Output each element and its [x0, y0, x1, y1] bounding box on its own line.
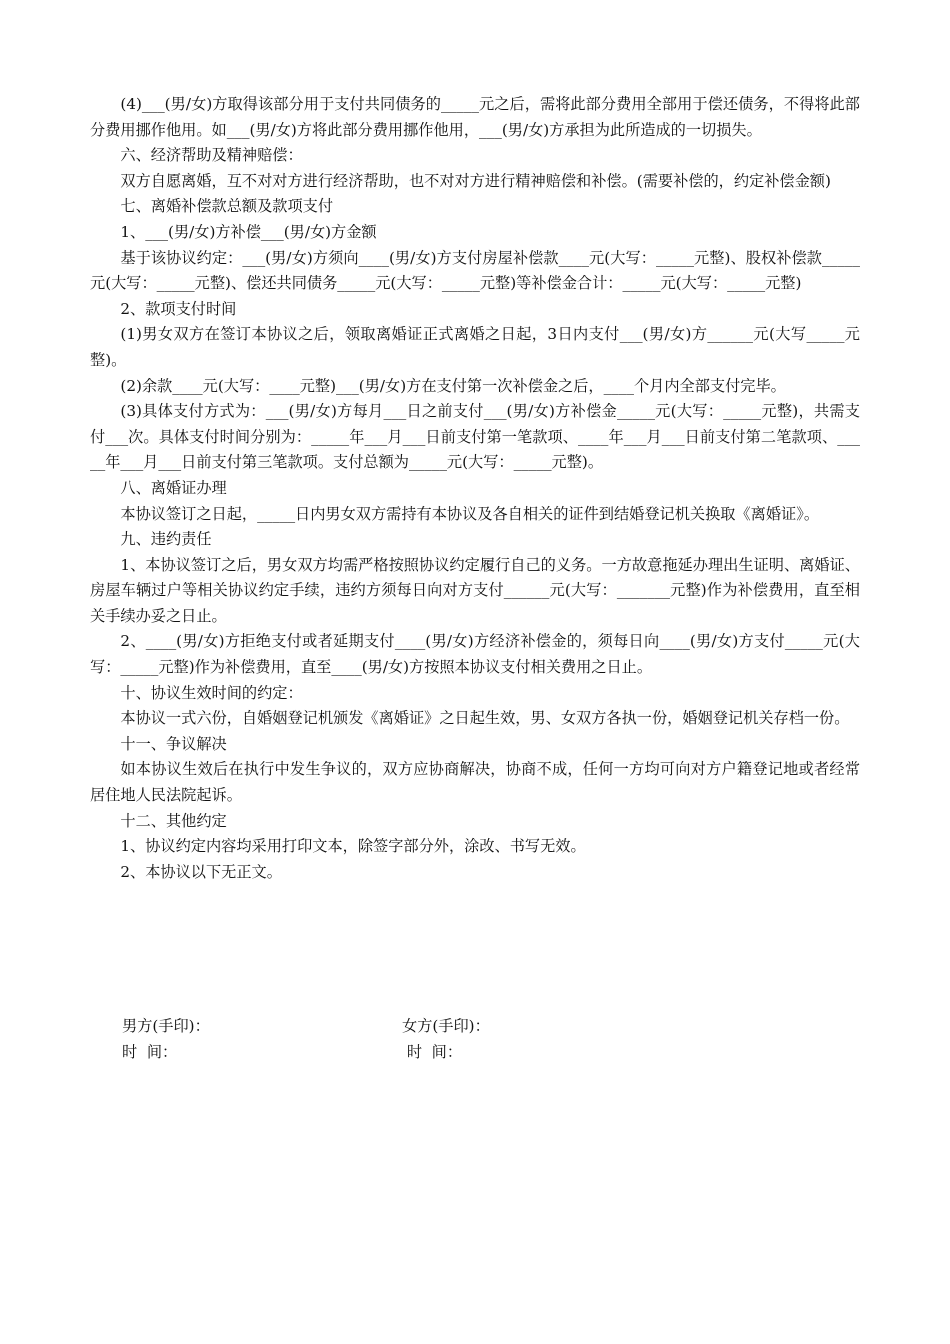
- section-6-heading: 六、经济帮助及精神赔偿：: [120, 146, 303, 165]
- female-time-label: 时 间：: [402, 1042, 463, 1061]
- section-7-compensation-text: 基于该协议约定：___(男/女)方须向____(男/女)方支付房屋补偿款____元(大写：_____元整)、股权补偿款_____元(大写：_____元整)、偿还共同债务_____元(大写：_____元整)等补偿金合计：_____元(大写：_____元整): [90, 248, 860, 293]
- female-signature-label: 女方(手印)：: [402, 1017, 490, 1035]
- male-signature-label: 男方(手印)：: [122, 1017, 210, 1035]
- clause-4-debt-payment: (4)___(男/女)方取得该部分用于支付共同债务的_____元之后，需将此部分费用全部用于偿还债务，不得将此部分费用挪作他用。如___(男/女)方将此部分费用挪作他用，___(男/女)方承担为此所造成的一切损失。: [90, 95, 860, 139]
- section-9-item-1: 1、本协议签订之后，男女双方均需严格按照协议约定履行自己的义务。一方故意拖延办理出生证明、离婚证、房屋车辆过户等相关协议约定手续，违约方须每日向对方支付______元(大写：_______元整)作为补偿费用，直至相关手续办妥之日止。: [90, 555, 860, 625]
- section-7-item-1: 1、___(男/女)方补偿___(男/女)方金额: [120, 222, 377, 241]
- section-10-heading: 十、协议生效时间的约定：: [120, 683, 303, 702]
- section-10-text: 本协议一式六份，自婚姻登记机颁发《离婚证》之日起生效，男、女双方各执一份，婚姻登记机关存档一份。: [120, 709, 850, 728]
- agreement-body: [90, 92, 860, 885]
- section-6-text: 双方自愿离婚，互不对对方进行经济帮助，也不对对方进行精神赔偿和补偿。(需要补偿的，约定补偿金额): [120, 171, 831, 190]
- section-9-heading: 九、违约责任: [120, 530, 212, 549]
- section-7-heading: 七、离婚补偿款总额及款项支付: [120, 197, 334, 216]
- section-12-heading: 十二、其他约定: [120, 811, 227, 830]
- signature-time-row: [90, 1040, 860, 1066]
- payment-term-1: (1)男女双方在签订本协议之后，领取离婚证正式离婚之日起，3日内支付___(男/女)方______元(大写_____元整)。: [90, 325, 860, 369]
- signature-block: [90, 1014, 860, 1065]
- section-7-item-2: 2、款项支付时间: [120, 299, 237, 318]
- section-8-heading: 八、离婚证办理: [120, 478, 227, 497]
- section-8-text: 本协议签订之日起，_____日内男女双方需持有本协议及各自相关的证件到结婚登记机关换取《离婚证》。: [120, 504, 820, 523]
- payment-term-2: (2)余款____元(大写：____元整)___(男/女)方在支付第一次补偿金之后，____个月内全部支付完毕。: [120, 376, 786, 395]
- section-12-item-2: 2、本协议以下无正文。: [120, 862, 282, 881]
- section-9-item-2: 2、____(男/女)方拒绝支付或者延期支付____(男/女)方经济补偿金的，须每日向____(男/女)方支付_____元(大写：_____元整)作为补偿费用，直至____(男/女)方按照本协议支付相关费用之日止。: [90, 632, 860, 677]
- section-11-heading: 十一、争议解决: [120, 734, 227, 753]
- section-11-text: 如本协议生效后在执行中发生争议的，双方应协商解决，协商不成，任何一方均可向对方户籍登记地或者经常居住地人民法院起诉。: [90, 760, 860, 805]
- male-time-label: 时 间：: [122, 1042, 178, 1061]
- section-12-item-1: 1、协议约定内容均采用打印文本，除签字部分外，涂改、书写无效。: [120, 837, 586, 856]
- signature-row: [90, 1014, 860, 1040]
- payment-term-3: (3)具体支付方式为：___(男/女)方每月___日之前支付___(男/女)方补偿金_____元(大写：_____元整)，共需支付___次。具体支付时间分别为：_____年___月___日前支付第一笔款项、____年___月___日前支付第二笔款项、_____年___月___日前支付第三笔款项。支付总额为_____元(大写：_____元整)。: [90, 402, 860, 472]
